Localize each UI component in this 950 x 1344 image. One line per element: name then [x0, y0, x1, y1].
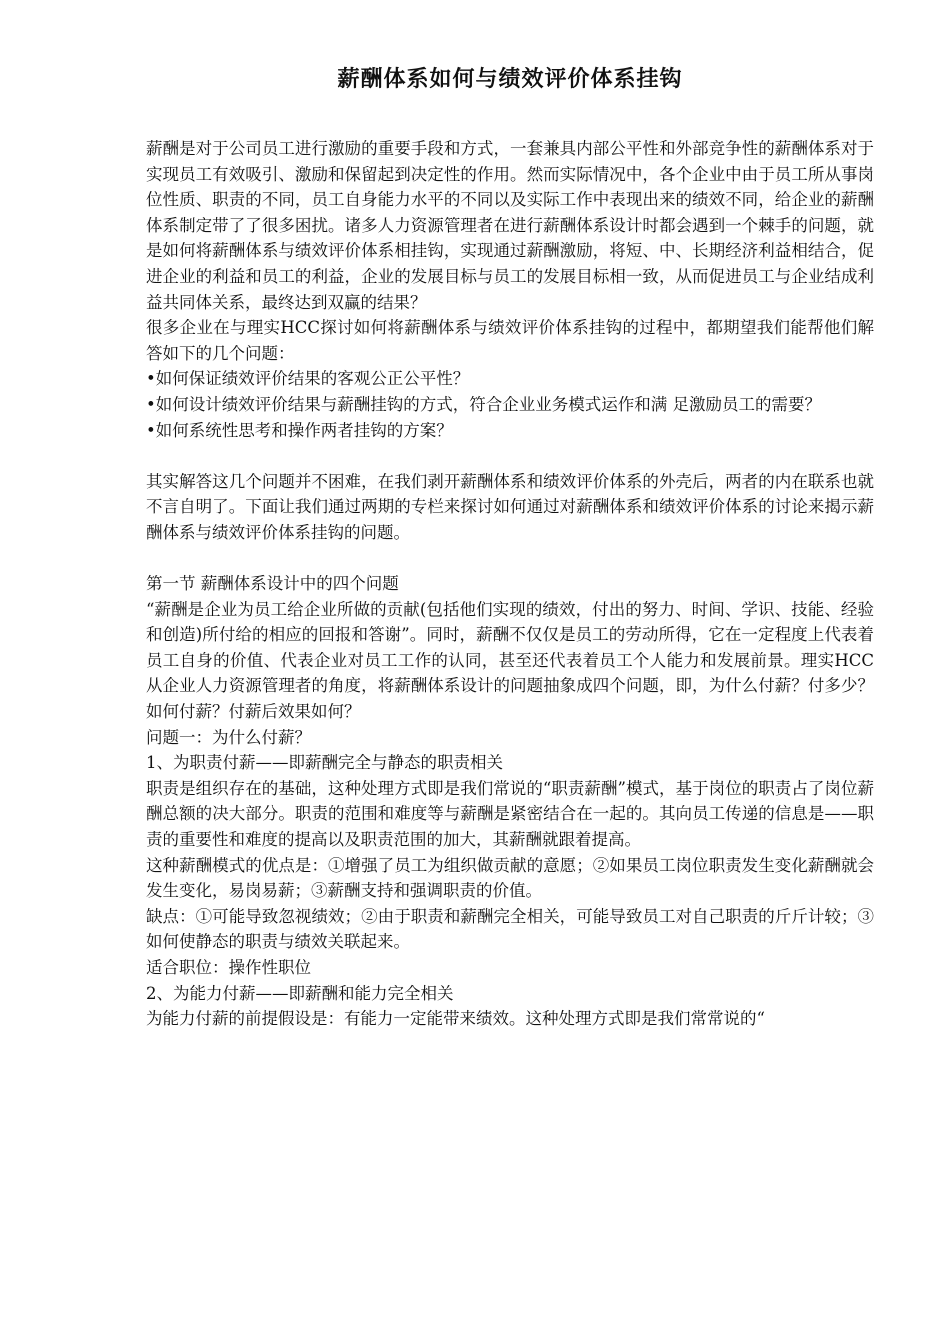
section-heading: 第一节 薪酬体系设计中的四个问题 [146, 574, 399, 594]
bullet-item: •如何保证绩效评价结果的客观公正公平性？ [146, 369, 470, 389]
bullet-item: •如何设计绩效评价结果与薪酬挂钩的方式，符合企业业务模式运作和满 足激励员工的需要？ [146, 394, 821, 414]
subsection-heading: 2、为能力付薪——即薪酬和能力完全相关 [146, 983, 454, 1003]
blank-line [146, 443, 874, 469]
paragraph: 职责是组织存在的基础，这种处理方式即是我们常说的“职责薪酬”模式，基于岗位的职责占了岗位薪酬总额的决大部分。职责的范围和难度等与薪酬是紧密结合在一起的。其向员工传递的信息是——职责的重要性和难度的提高以及职责范围的加大，其薪酬就跟着提高。 [146, 778, 874, 850]
paragraph: 缺点：①可能导致忽视绩效；②由于职责和薪酬完全相关，可能导致员工对自己职责的斤斤计较；③如何使静态的职责与绩效关联起来。 [146, 906, 874, 952]
paragraph: “薪酬是企业为员工给企业所做的贡献(包括他们实现的绩效，付出的努力、时间、学识、技能、经验和创造)所付给的相应的回报和答谢”。同时，薪酬不仅仅是员工的劳动所得，它在一定程度上代表着员工自身的价值、代表企业对员工工作的认同，甚至还代表着员工个人能力和发展前景。理实HCC从企业人力资源管理者的角度，将薪酬体系设计的问题抽象成四个问题，即，为什么付薪？付多少？如何付薪？付薪后效果如何？ [146, 599, 874, 722]
paragraph: 很多企业在与理实HCC探讨如何将薪酬体系与绩效评价体系挂钩的过程中，都期望我们能帮他们解答如下的几个问题： [146, 318, 874, 363]
subsection-heading: 问题一：为什么付薪？ [146, 727, 311, 747]
paragraph: 这种薪酬模式的优点是：①增强了员工为组织做贡献的意愿；②如果员工岗位职责发生变化薪酬就会发生变化，易岗易薪；③薪酬支持和强调职责的价值。 [146, 855, 874, 901]
subsection-heading: 1、为职责付薪——即薪酬完全与静态的职责相关 [146, 753, 503, 773]
blank-line [146, 546, 874, 572]
paragraph: 适合职位：操作性职位 [146, 958, 311, 977]
bullet-item: •如何系统性思考和操作两者挂钩的方案？ [146, 420, 453, 440]
paragraph: 薪酬是对于公司员工进行激励的重要手段和方式，一套兼具内部公平性和外部竞争性的薪酬体系对于实现员工有效吸引、激励和保留起到决定性的作用。然而实际情况中，各个企业中由于员工所从事岗位性质、职责的不同，员工自身能力水平的不同以及实际工作中表现出来的绩效不同，给企业的薪酬体系制定带了了很多困扰。诸多人力资源管理者在进行薪酬体系设计时都会遇到一个棘手的问题，就是如何将薪酬体系与绩效评价体系相挂钩，实现通过薪酬激励，将短、中、长期经济利益相结合，促进企业的利益和员工的利益，企业的发展目标与员工的发展目标相一致，从而促进员工与企业结成利益共同体关系，最终达到双赢的结果？ [146, 139, 874, 312]
paragraph: 为能力付薪的前提假设是：有能力一定能带来绩效。这种处理方式即是我们常常说的“ [146, 1009, 765, 1029]
document-body [146, 136, 874, 1032]
page-title: 薪酬体系如何与绩效评价体系挂钩 [337, 67, 683, 92]
paragraph: 其实解答这几个问题并不困难，在我们剥开薪酬体系和绩效评价体系的外壳后，两者的内在联系也就不言自明了。下面让我们通过两期的专栏来探讨如何通过对薪酬体系和绩效评价体系的讨论来揭示薪酬体系与绩效评价体系挂钩的问题。 [146, 471, 874, 542]
